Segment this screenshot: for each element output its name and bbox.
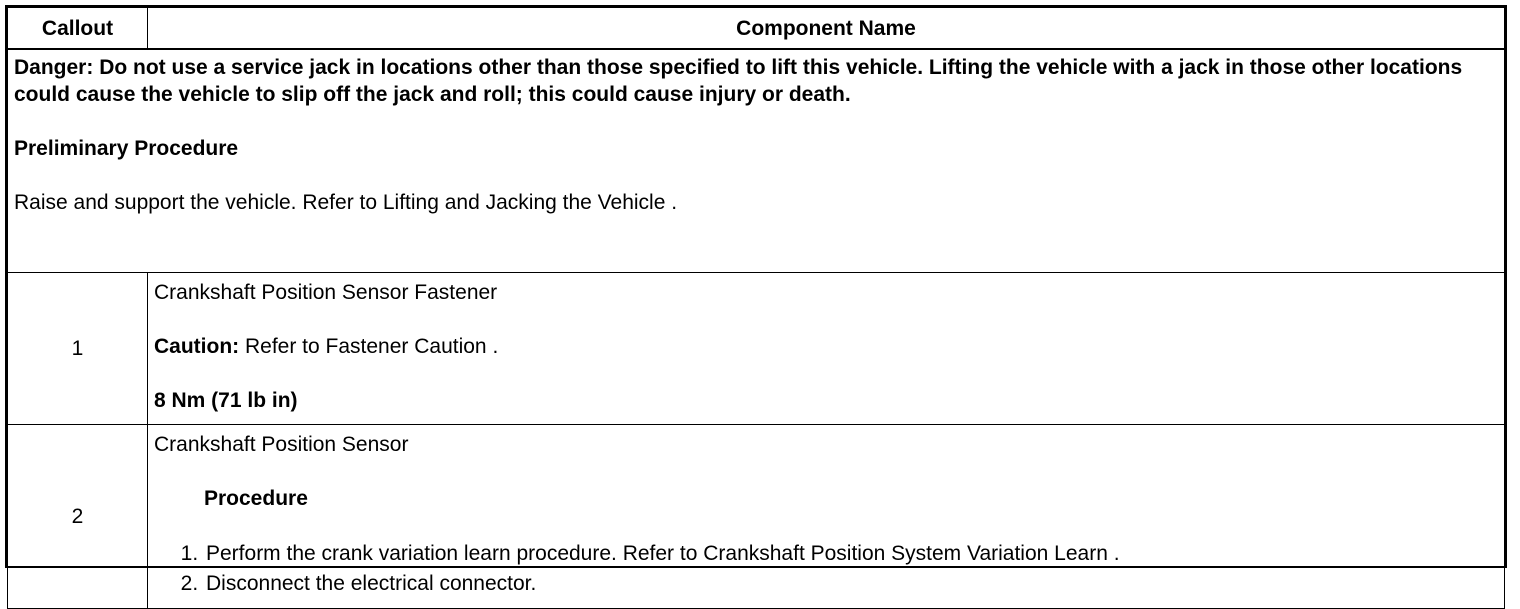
caution-label: Caution:	[154, 334, 240, 358]
preliminary-heading: Preliminary Procedure	[14, 137, 239, 160]
notice-row	[8, 49, 1505, 272]
table-row	[8, 272, 1505, 424]
component-name: Crankshaft Position Sensor	[154, 432, 409, 456]
component-table	[7, 7, 1505, 609]
caution-text: Refer to Fastener Caution .	[239, 334, 499, 358]
procedure-steps	[154, 539, 1498, 599]
procedure-heading: Procedure	[204, 486, 308, 510]
header-callout: Callout	[8, 8, 148, 50]
preliminary-text: Raise and support the vehicle. Refer to Lifting and Jacking the Vehicle .	[14, 191, 678, 214]
component-table-frame	[5, 5, 1507, 595]
component-cell	[148, 424, 1505, 608]
header-component-name: Component Name	[148, 8, 1505, 50]
callout-number: 2	[8, 424, 148, 608]
caution-note	[154, 333, 1498, 360]
danger-text: Do not use a service jack in locations other than those specified to lift this vehicle. Lifting the vehicle with a jack in those other locations could cause the vehicle to slip off the jack and roll; this could cause injury or death.	[14, 56, 1463, 106]
table-row	[8, 424, 1505, 608]
torque-spec: 8 Nm (71 lb in)	[154, 388, 298, 412]
callout-number: 1	[8, 272, 148, 424]
component-cell	[148, 272, 1505, 424]
component-name: Crankshaft Position Sensor Fastener	[154, 280, 498, 304]
procedure-step: 2. Disconnect the electrical connector.	[204, 569, 1498, 599]
notice-cell	[8, 49, 1505, 272]
table-header-row	[8, 8, 1505, 50]
danger-notice	[14, 54, 1498, 108]
procedure-step: 1. Perform the crank variation learn procedure. Refer to Crankshaft Position System Variation Learn .	[204, 539, 1498, 569]
danger-label: Danger:	[14, 56, 94, 79]
